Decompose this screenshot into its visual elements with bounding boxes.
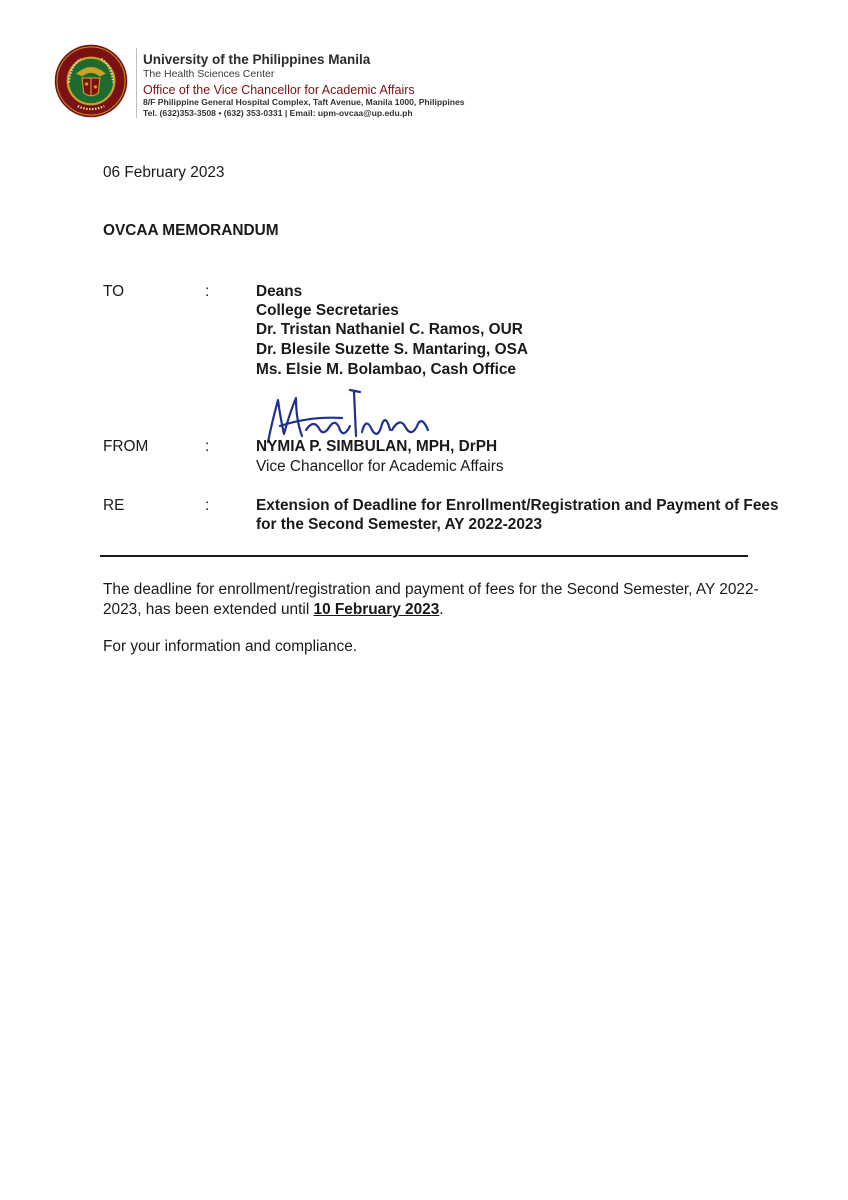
recipient-deans: Deans [256, 283, 303, 300]
university-subtitle: The Health Sciences Center [143, 68, 275, 80]
re-label: RE [103, 497, 125, 514]
memo-date: 06 February 2023 [103, 164, 225, 181]
to-colon: : [205, 283, 210, 300]
letterhead-divider [136, 48, 137, 118]
subject-line-1: Extension of Deadline for Enrollment/Registration and Payment of Fees [256, 497, 779, 514]
recipient-cash-office: Ms. Elsie M. Bolambao, Cash Office [256, 361, 516, 378]
memo-body-paragraph [103, 580, 763, 620]
subject-line-2: for the Second Semester, AY 2022-2023 [256, 516, 543, 533]
deadline-date: 10 February 2023 [313, 601, 440, 618]
university-seal-icon [54, 44, 128, 118]
from-label: FROM [103, 438, 149, 455]
sender-position: Vice Chancellor for Academic Affairs [256, 458, 504, 475]
re-colon: : [205, 497, 210, 514]
recipient-our: Dr. Tristan Nathaniel C. Ramos, OUR [256, 321, 523, 338]
office-address: 8/F Philippine General Hospital Complex, Taft Avenue, Manila 1000, Philippines [143, 97, 465, 107]
memo-closing: For your information and compliance. [103, 638, 358, 655]
body-text-after: . [439, 601, 444, 618]
memo-title: OVCAA MEMORANDUM [103, 222, 279, 239]
office-contact: Tel. (632)353-3508 • (632) 353-0331 | Email: upm-ovcaa@up.edu.ph [143, 108, 413, 118]
university-name: University of the Philippines Manila [143, 52, 371, 67]
memo-header-rule [100, 555, 748, 557]
body-text-before: The deadline for enrollment/registration and payment of fees for the Second Semester, AY 2022-2023, has been extended until [103, 581, 759, 618]
office-name: Office of the Vice Chancellor for Academic Affairs [143, 83, 415, 97]
sender-name: NYMIA P. SIMBULAN, MPH, DrPH [256, 438, 498, 455]
to-label: TO [103, 283, 125, 300]
from-colon: : [205, 438, 210, 455]
recipient-osa: Dr. Blesile Suzette S. Mantaring, OSA [256, 341, 528, 358]
recipient-college-secretaries: College Secretaries [256, 302, 399, 319]
